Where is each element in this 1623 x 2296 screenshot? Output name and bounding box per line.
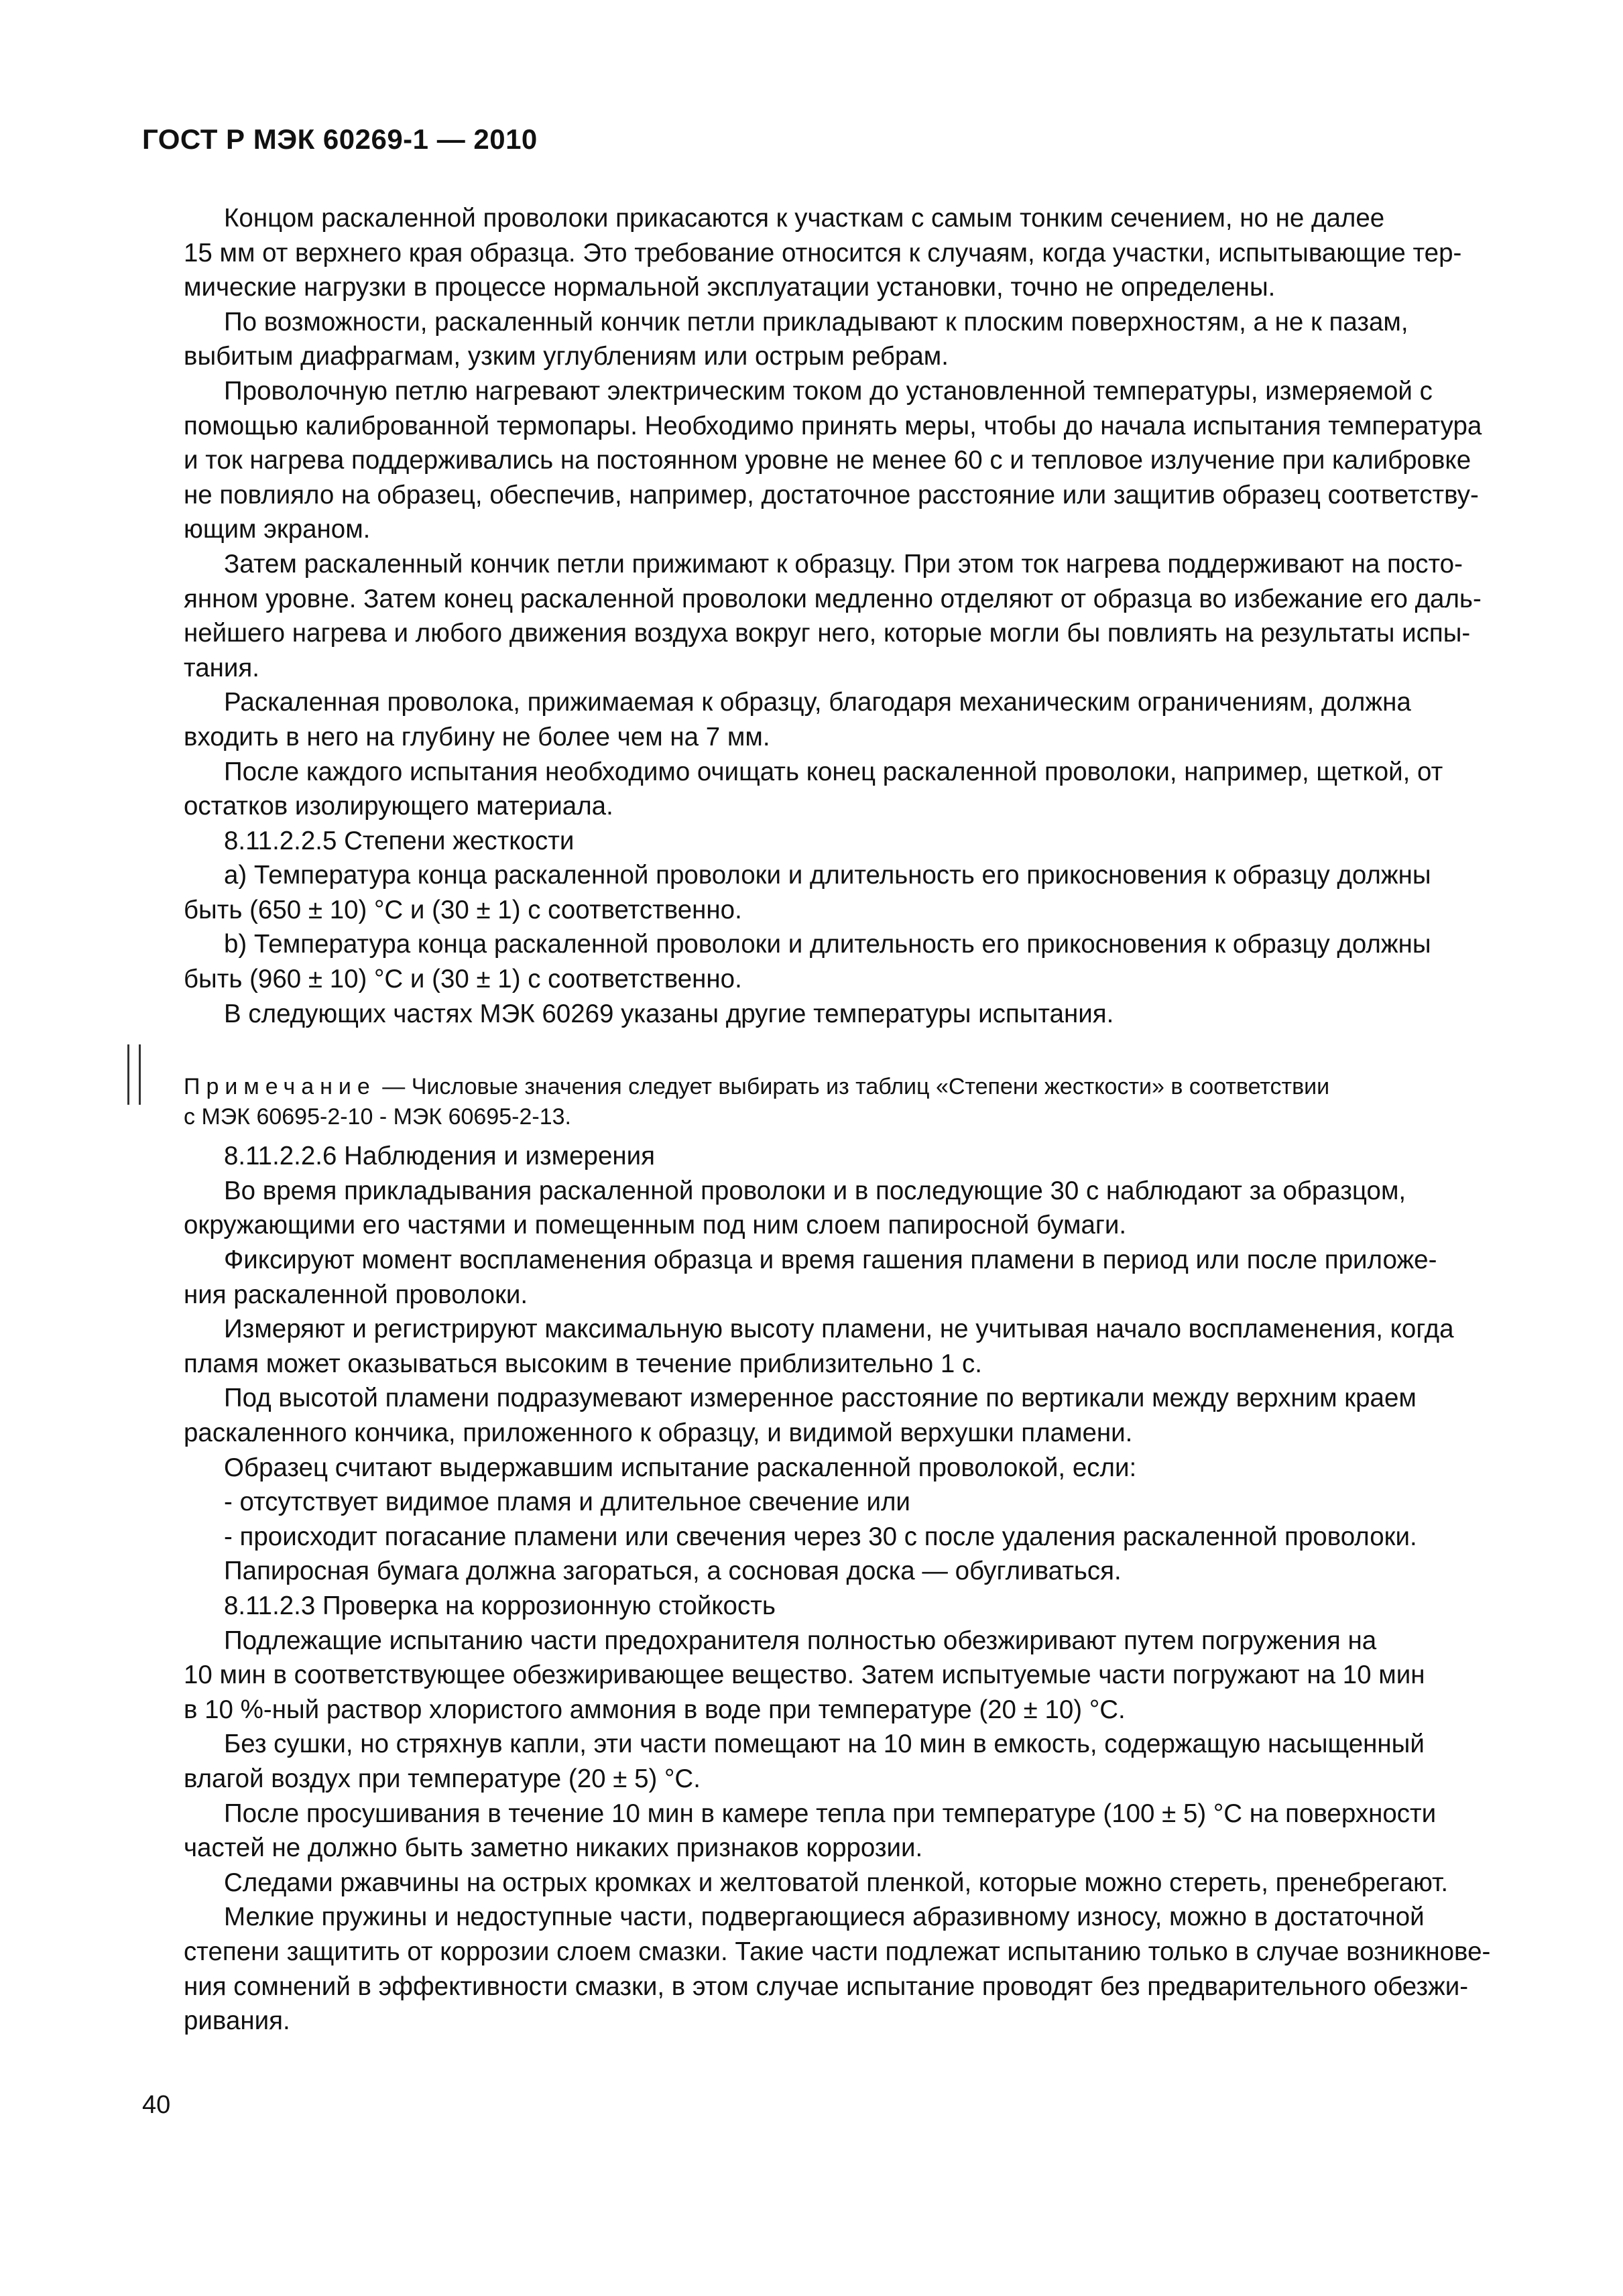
paragraph: Проволочную петлю нагревают электрическим током до установленной температуры, измеряемой с помощью калиброванной термопары. Необходимо принять меры, чтобы до начала испытания температура и ток нагрева поддерживались на постоянном уровне не менее 60 с и тепловое излучение при калибровке не повлияло на образец, обеспечив, например, достаточное расстояние или защитив образец соответству- ющим экраном.: [184, 376, 1482, 544]
paragraph: а) Температура конца раскаленной проволоки и длительность его прикосновения к образцу должны быть (650 ± 10) °С и (30 ± 1) с соответственно.: [184, 861, 1431, 924]
section-heading: 8.11.2.3 Проверка на коррозионную стойкость: [224, 1591, 776, 1620]
paragraph: Концом раскаленной проволоки прикасаются к участкам с самым тонким сечением, но не далее 15 мм от верхнего края образца. Это требование относится к случаям, когда участки, испытывающие тер- мические нагрузки в процессе нормальной эксплуатации установки, точно не определены.: [184, 204, 1462, 302]
page-number: 40: [142, 2091, 171, 2119]
paragraph: Следами ржавчины на острых кромках и желтоватой пленкой, которые можно стереть, пренебрегают.: [224, 1868, 1449, 1897]
paragraph: Мелкие пружины и недоступные части, подвергающиеся абразивному износу, можно в достаточной степени защитить от коррозии слоем смазки. Такие части подлежат испытанию только в случае возникнове- ния сомнений в эффективности смазки, в этом случае испытание проводят без предварительного обезжи- ривания.: [184, 1902, 1491, 2036]
paragraph: Затем раскаленный кончик петли прижимают к образцу. При этом ток нагрева поддерживают на посто- янном уровне. Затем конец раскаленной проволоки медленно отделяют от образца во избежание его даль- нейшего нагрева и любого движения воздуха вокруг него, которые могли бы повлиять на результаты испы- тания.: [184, 549, 1482, 682]
paragraph: Раскаленная проволока, прижимаемая к образцу, благодаря механическим ограничениям, должна входить в него на глубину не более чем на 7 мм.: [184, 688, 1411, 751]
note-text: — Числовые значения следует выбирать из таблиц «Степени жесткости» в соответствии с МЭК 60695-2-10 - МЭК 60695-2-13.: [184, 1074, 1330, 1130]
document-body: [184, 201, 1500, 2039]
paragraph: b) Температура конца раскаленной проволоки и длительность его прикосновения к образцу должны быть (960 ± 10) °С и (30 ± 1) с соответственно.: [184, 930, 1431, 994]
paragraph: Папиросная бумага должна загораться, а сосновая доска — обугливаться.: [224, 1557, 1122, 1586]
paragraph: После каждого испытания необходимо очищать конец раскаленной проволоки, например, щеткой, от остатков изолирующего материала.: [184, 757, 1443, 821]
paragraph: Подлежащие испытанию части предохранителя полностью обезжиривают путем погружения на 10 мин в соответствующее обезжиривающее вещество. Затем испытуемые части погружают на 10 мин в 10 %-ный раствор хлористого аммония в воде при температуре (20 ± 10) °С.: [184, 1626, 1425, 1724]
list-item: - отсутствует видимое пламя и длительное свечение или: [224, 1488, 910, 1517]
section-heading: 8.11.2.2.5 Степени жесткости: [224, 826, 575, 855]
paragraph: После просушивания в течение 10 мин в камере тепла при температуре (100 ± 5) °С на поверхности частей не должно быть заметно никаких признаков коррозии.: [184, 1799, 1437, 1863]
paragraph: Фиксируют момент воспламенения образца и время гашения пламени в период или после приложе- ния раскаленной проволоки.: [184, 1246, 1437, 1309]
document-header: ГОСТ Р МЭК 60269-1 — 2010: [142, 123, 538, 155]
change-bar: [127, 1044, 141, 1105]
paragraph: По возможности, раскаленный кончик петли прикладывают к плоским поверхностям, а не к пазам, выбитым диафрагмам, узким углублениям или острым ребрам.: [184, 307, 1408, 371]
paragraph: Во время прикладывания раскаленной проволоки и в последующие 30 с наблюдают за образцом, окружающими его частями и помещенным под ним слоем папиросной бумаги.: [184, 1176, 1406, 1240]
list-item: - происходит погасание пламени или свечения через 30 с после удаления раскаленной проволоки.: [224, 1522, 1417, 1551]
paragraph: Под высотой пламени подразумевают измеренное расстояние по вертикали между верхним краем раскаленного кончика, приложенного к образцу, и видимой верхушки пламени.: [184, 1384, 1417, 1447]
paragraph: Образец считают выдержавшим испытание раскаленной проволокой, если:: [224, 1453, 1137, 1482]
paragraph: Измеряют и регистрируют максимальную высоту пламени, не учитывая начало воспламенения, когда пламя может оказываться высоким в течение приблизительно 1 с.: [184, 1315, 1454, 1378]
note-label: Примечание: [184, 1074, 376, 1100]
paragraph: В следующих частях МЭК 60269 указаны другие температуры испытания.: [224, 999, 1114, 1028]
section-heading: 8.11.2.2.6 Наблюдения и измерения: [224, 1142, 655, 1171]
paragraph: Без сушки, но стряхнув капли, эти части помещают на 10 мин в емкость, содержащую насыщенный влагой воздух при температуре (20 ± 5) °С.: [184, 1730, 1425, 1793]
note-block: [184, 1042, 1500, 1132]
